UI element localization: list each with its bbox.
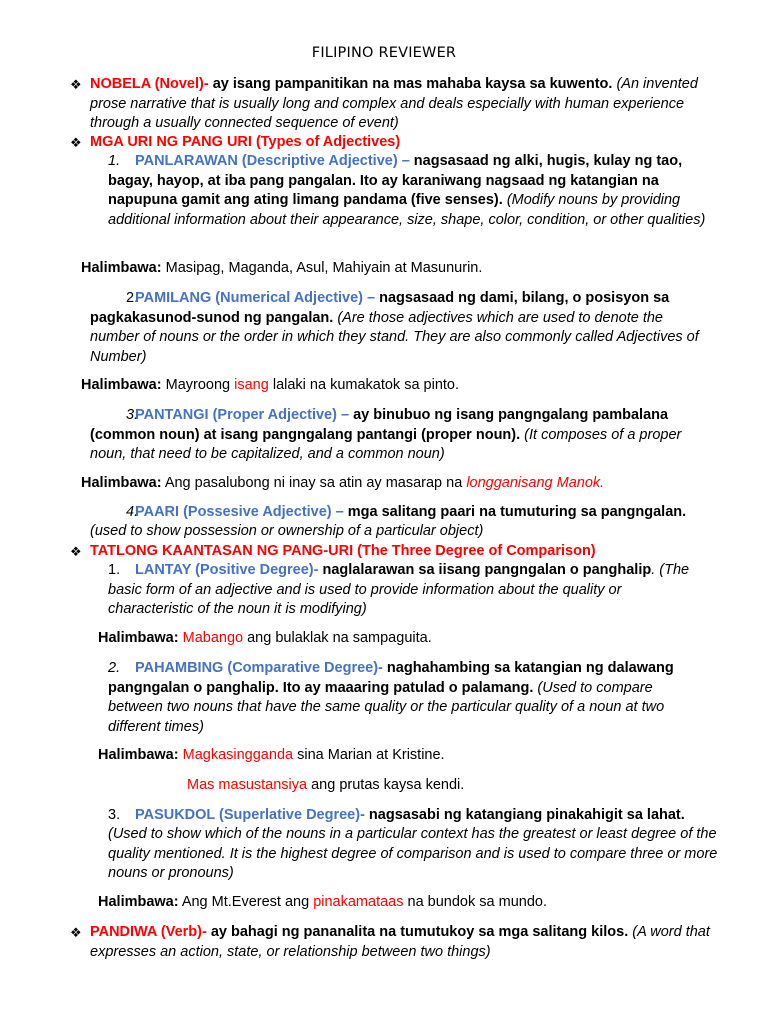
item-term: PANTANGI (Proper Adjective) – xyxy=(135,407,350,423)
example-label: Halimbawa: xyxy=(98,747,179,763)
example-text: Masipag, Maganda, Asul, Mahiyain at Masunurin. xyxy=(161,260,483,276)
item-term: PAHAMBING (Comparative Degree)- xyxy=(135,660,383,676)
nobela-entry xyxy=(90,75,710,134)
item-english: (Used to compare between two nouns that have the same quality or the particular quality of a noun at two different times) xyxy=(108,679,665,735)
example-text: Ang pasalubong ni inay sa atin ay masarap na xyxy=(161,475,467,491)
item-number: 3. xyxy=(108,807,121,823)
uri-item-panlarawan xyxy=(108,152,708,230)
example-pantangi xyxy=(81,474,604,494)
item-term: PAARI (Possesive Adjective) – xyxy=(135,504,344,520)
example-pamilang xyxy=(81,376,459,396)
example-text: na bundok sa mundo. xyxy=(403,894,547,910)
example-text: Mayroong xyxy=(161,377,235,393)
item-english: (used to show possession or ownership of a particular object) xyxy=(90,523,484,539)
kaantasan-item-pahambing xyxy=(108,659,710,737)
uri-heading: MGA URI NG PANG URI (Types of Adjectives) xyxy=(90,134,401,150)
item-number: 2. xyxy=(126,290,139,306)
example-panlarawan xyxy=(81,259,482,279)
example-label: Halimbawa: xyxy=(81,260,162,276)
item-definition: nagsasabi ng katangiang pinakahigit sa lahat. xyxy=(364,807,685,823)
item-term: LANTAY (Positive Degree)- xyxy=(135,562,319,578)
item-english: (It composes of a proper noun, that need to be capitalized, and a common noun) xyxy=(90,426,682,462)
example-text: sina Marian at Kristine. xyxy=(293,747,445,763)
example-pahambing xyxy=(98,746,445,766)
item-number: 1. xyxy=(108,562,121,578)
example-text: ang prutas kaysa kendi. xyxy=(307,777,465,793)
item-english: (Modify nouns by providing additional information about their appearance, size, shape, color, condition, or other qualities) xyxy=(108,192,706,228)
item-term: PAMILANG (Numerical Adjective) – xyxy=(135,290,376,306)
item-number: 1. xyxy=(108,153,121,169)
item-term: PASUKDOL (Superlative Degree)- xyxy=(135,807,365,823)
kaantasan-item-pasukdol xyxy=(108,806,710,826)
example-label: Halimbawa: xyxy=(98,630,179,646)
item-definition: nagsasaad ng alki, hugis, kulay ng tao, bagay, hayop, at iba pang pangalan. Ito ay karaniwang nagsaad ng katangian na napupuna gamit ang ating limang pandama (five senses). xyxy=(108,153,683,208)
example-highlight: isang xyxy=(234,377,269,393)
example-label: Halimbawa: xyxy=(98,894,179,910)
example-highlight: pinakamataas xyxy=(313,894,404,910)
bullet-icon: ❖ xyxy=(70,925,82,940)
item-number: 4. xyxy=(126,504,139,520)
item-definition: naghahambing sa katangian ng dalawang pangngalan o panghalip. Ito ay maaaring patulad o palamang. xyxy=(108,660,674,696)
example-pasukdol xyxy=(98,893,547,913)
item-definition: nagsasaad ng dami, bilang, o posisyon sa pagkakasunod-sunod ng pangalan. xyxy=(90,290,670,326)
example-highlight: Mas masustansiya xyxy=(187,777,308,793)
page-title: FILIPINO REVIEWER xyxy=(311,45,457,61)
item-definition: ay binubuo ng isang pangngalang pambalana (common noun) at isang pangngalang pantangi (proper noun). xyxy=(90,407,669,443)
nobela-definition: ay isang pampanitikan na mas mahaba kaysa sa kuwento. xyxy=(208,76,613,92)
uri-item-paari xyxy=(90,503,710,523)
item-definition: naglalarawan sa iisang pangngalan o panghalip xyxy=(318,562,652,578)
uri-item-pamilang xyxy=(90,289,708,367)
item-number: 3. xyxy=(126,407,139,423)
kaantasan-item-lantay xyxy=(108,561,710,620)
example-pahambing-2 xyxy=(187,776,464,796)
uri-item-pantangi xyxy=(90,406,710,465)
example-text: ang bulaklak na sampaguita. xyxy=(243,630,432,646)
example-label: Halimbawa: xyxy=(81,475,162,491)
pandiwa-english: (A word that expresses an action, state, or relationship between two things) xyxy=(90,924,710,960)
bullet-icon: ❖ xyxy=(70,544,82,559)
item-english: (Are those adjectives which are used to denote the number of nouns or the order in which they stand. They are also commonly called Adjectives of Number) xyxy=(90,309,699,365)
nobela-english: (An invented prose narrative that is usually long and complex and deals especially with human experience through a usually connected sequence of event) xyxy=(90,76,698,131)
example-lantay xyxy=(98,629,432,649)
nobela-term: NOBELA (Novel)- xyxy=(90,76,209,92)
example-label: Halimbawa: xyxy=(81,377,162,393)
item-english: . (The basic form of an adjective and is used to provide information about the quality or characteristic of the noun it is modifying) xyxy=(108,562,690,617)
pandiwa-definition: ay bahagi ng pananalita na tumutukoy sa mga salitang kilos. xyxy=(206,924,629,940)
example-highlight: longganisang Manok. xyxy=(466,475,605,491)
item-term: PANLARAWAN (Descriptive Adjective) – xyxy=(135,153,410,169)
example-highlight: Mabango xyxy=(182,630,244,646)
example-highlight: Magkasingganda xyxy=(182,747,294,763)
item-definition: mga salitang paari na tumuturing sa pangngalan. xyxy=(343,504,687,520)
kaantasan-heading: TATLONG KAANTASAN NG PANG-URI (The Three Degree of Comparison) xyxy=(90,543,596,559)
example-text: lalaki na kumakatok sa pinto. xyxy=(268,377,460,393)
bullet-icon: ❖ xyxy=(70,77,82,92)
bullet-icon: ❖ xyxy=(70,135,82,150)
pandiwa-term: PANDIWA (Verb)- xyxy=(90,924,207,940)
item-english: (Used to show which of the nouns in a particular context has the greatest or least degree of the quality mentioned. It is the highest degree of comparison and is used to compare three or more nouns or pronouns) xyxy=(108,826,718,881)
item-number: 2. xyxy=(108,660,121,676)
example-text: Ang Mt.Everest ang xyxy=(178,894,314,910)
pandiwa-entry xyxy=(90,923,710,962)
